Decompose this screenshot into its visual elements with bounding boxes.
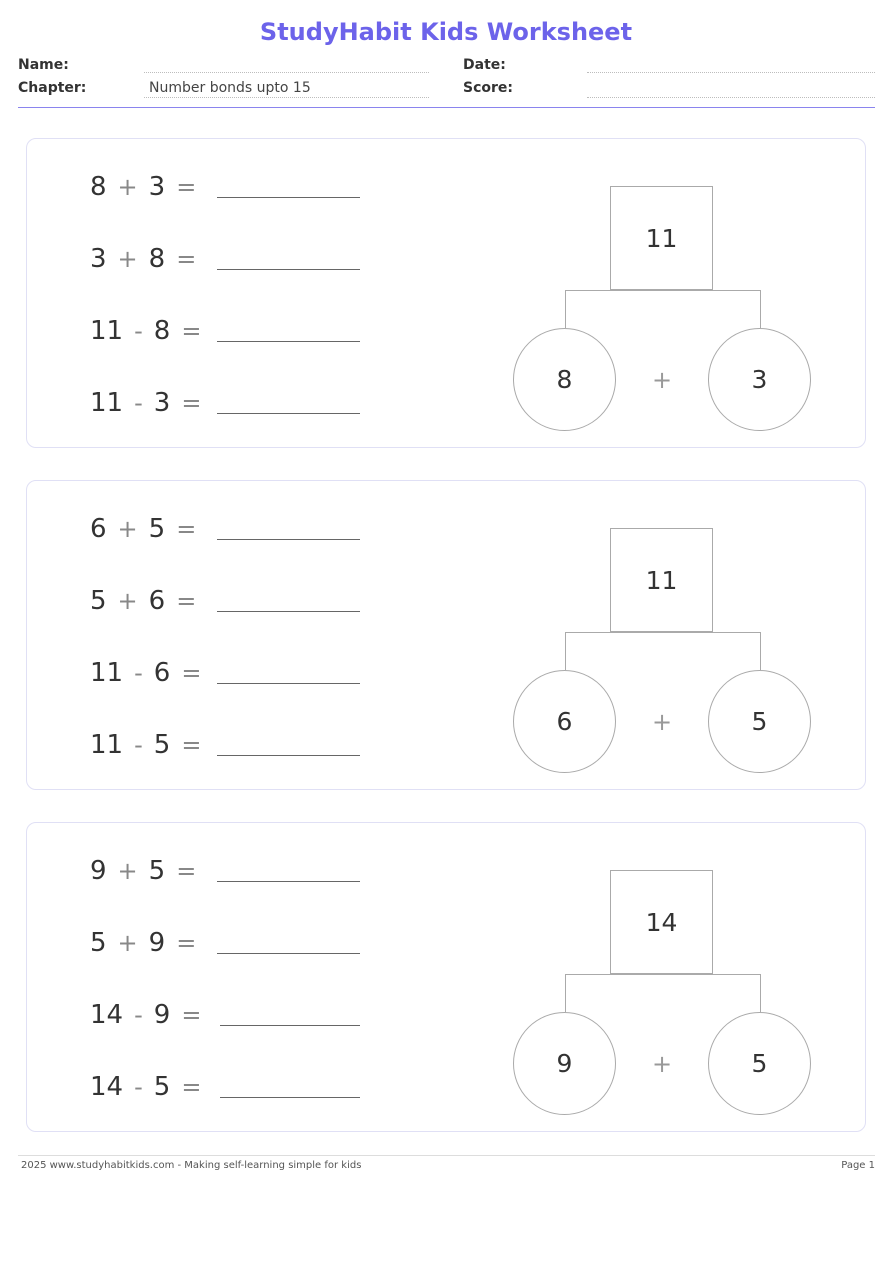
equation (90, 586, 196, 616)
bond-branch-left (565, 633, 566, 670)
bond-whole: 11 (610, 528, 713, 632)
answer-line[interactable] (217, 755, 360, 756)
equation (90, 856, 196, 886)
operator: + (117, 587, 138, 615)
name-label: Name: (18, 57, 69, 73)
equation (90, 658, 201, 688)
chapter-field (144, 97, 429, 98)
worksheet-title: StudyHabit Kids Worksheet (259, 18, 633, 46)
operator: - (134, 1073, 143, 1101)
operand-a: 11 (90, 316, 124, 346)
equals-sign: = (181, 389, 202, 417)
bond-card (26, 138, 866, 448)
equals-sign: = (181, 1073, 202, 1101)
bond-part-left: 9 (513, 1012, 616, 1115)
operand-a: 5 (90, 928, 107, 958)
operator: + (117, 173, 138, 201)
bond-branch-left (565, 975, 566, 1012)
score-label: Score: (463, 80, 513, 96)
bond-part-right: 5 (708, 1012, 811, 1115)
bond-branch (565, 290, 761, 291)
date-field[interactable] (587, 72, 875, 73)
bond-whole: 14 (610, 870, 713, 974)
equals-sign: = (181, 1001, 202, 1029)
operand-a: 3 (90, 244, 107, 274)
equals-sign: = (181, 731, 202, 759)
answer-line[interactable] (220, 1025, 360, 1026)
bond-card (26, 480, 866, 790)
bond-branch-right (760, 633, 761, 670)
operator: + (117, 515, 138, 543)
operand-b: 5 (148, 514, 166, 544)
footer-divider (18, 1155, 875, 1156)
bond-plus: + (651, 1050, 673, 1078)
bond-part-right: 5 (708, 670, 811, 773)
bond-card (26, 822, 866, 1132)
operand-a: 5 (90, 586, 107, 616)
operand-b: 6 (153, 658, 171, 688)
bond-branch (565, 974, 761, 975)
operand-a: 11 (90, 658, 124, 688)
operand-b: 9 (148, 928, 166, 958)
operator: - (134, 659, 143, 687)
bond-whole: 11 (610, 186, 713, 290)
operand-b: 3 (153, 388, 171, 418)
equation (90, 730, 201, 760)
operator: + (117, 245, 138, 273)
answer-line[interactable] (217, 881, 360, 882)
equals-sign: = (176, 173, 197, 201)
operand-a: 8 (90, 172, 107, 202)
bond-branch-right (760, 975, 761, 1012)
answer-line[interactable] (217, 953, 360, 954)
answer-line[interactable] (217, 413, 360, 414)
operand-b: 6 (148, 586, 166, 616)
bond-plus: + (651, 366, 673, 394)
bond-branch-right (760, 291, 761, 328)
bond-branch-left (565, 291, 566, 328)
operand-a: 6 (90, 514, 107, 544)
chapter-label: Chapter: (18, 80, 87, 96)
score-field[interactable] (587, 97, 875, 98)
name-field[interactable] (144, 72, 429, 73)
operand-a: 14 (90, 1072, 124, 1102)
page-number: Page 1 (841, 1160, 875, 1171)
equals-sign: = (176, 515, 197, 543)
operator: + (117, 929, 138, 957)
answer-line[interactable] (217, 611, 360, 612)
equation (90, 928, 196, 958)
bond-part-left: 8 (513, 328, 616, 431)
operator: - (134, 317, 143, 345)
bond-branch (565, 632, 761, 633)
equation (90, 1000, 201, 1030)
operand-b: 5 (148, 856, 166, 886)
operand-b: 9 (153, 1000, 171, 1030)
equation (90, 388, 201, 418)
bond-part-left: 6 (513, 670, 616, 773)
answer-line[interactable] (217, 683, 360, 684)
equation (90, 244, 196, 274)
operand-b: 5 (153, 730, 171, 760)
footer-text: 2025 www.studyhabitkids.com - Making self-learning simple for kids (21, 1160, 362, 1171)
answer-line[interactable] (220, 1097, 360, 1098)
equals-sign: = (176, 857, 197, 885)
operator: - (134, 731, 143, 759)
operand-a: 11 (90, 388, 124, 418)
answer-line[interactable] (217, 269, 360, 270)
operand-b: 5 (153, 1072, 171, 1102)
operand-b: 3 (148, 172, 166, 202)
operator: + (117, 857, 138, 885)
chapter-value: Number bonds upto 15 (149, 80, 311, 96)
date-label: Date: (463, 57, 506, 73)
equals-sign: = (181, 317, 202, 345)
header-divider (18, 107, 875, 108)
bond-part-right: 3 (708, 328, 811, 431)
equation (90, 514, 196, 544)
equation (90, 1072, 201, 1102)
answer-line[interactable] (217, 539, 360, 540)
operator: - (134, 389, 143, 417)
operand-b: 8 (148, 244, 166, 274)
operator: - (134, 1001, 143, 1029)
operand-a: 9 (90, 856, 107, 886)
operand-b: 8 (153, 316, 171, 346)
equals-sign: = (176, 929, 197, 957)
equals-sign: = (181, 659, 202, 687)
equation (90, 316, 201, 346)
operand-a: 14 (90, 1000, 124, 1030)
answer-line[interactable] (217, 341, 360, 342)
equals-sign: = (176, 245, 197, 273)
equals-sign: = (176, 587, 197, 615)
bond-plus: + (651, 708, 673, 736)
answer-line[interactable] (217, 197, 360, 198)
operand-a: 11 (90, 730, 124, 760)
equation (90, 172, 196, 202)
